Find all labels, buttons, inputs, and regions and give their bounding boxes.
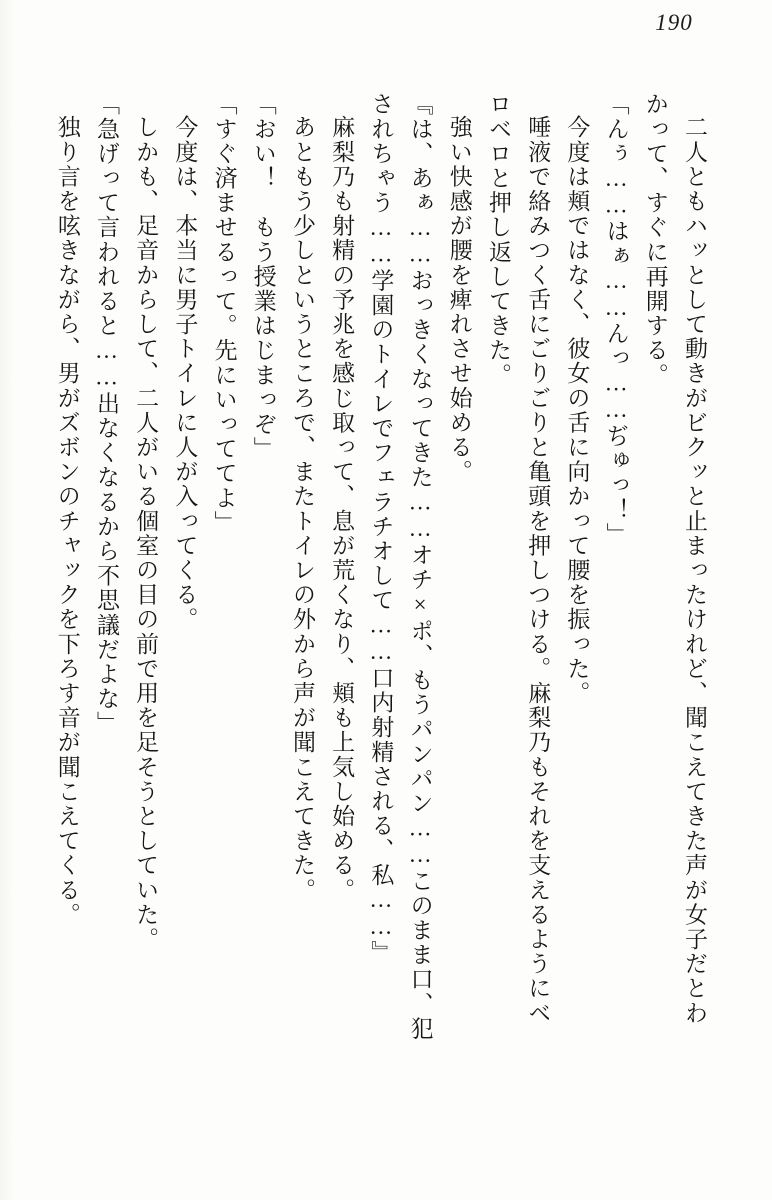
paragraph: しかも、足音からして、二人がいる個室の目の前で用を足そうとしていた。 (133, 115, 159, 952)
paragraph: 二人ともハッとして動きがビクッと止まったけれど、聞こえてきた声が女子だとわかって、すぐに再開する。 (642, 92, 707, 1026)
paragraph: あともう少しというところで、またトイレの外から声が聞こえてきた。 (289, 115, 315, 903)
paragraph: 今度は、本当に男子トイレに人が入ってくる。 (172, 115, 198, 632)
paragraph: 唾液で絡みつく舌にごりごりと亀頭を押しつける。麻梨乃もそれを支えるようにベロベロと押し返してきた。 (485, 92, 551, 1026)
text-block (46, 92, 714, 1044)
paragraph-dialogue: 「急げって言われると……出なくなるから不思議だよな」 (93, 92, 119, 736)
paragraph-dialogue: 「んぅ……はぁ……んっ……ぢゅっ！」 (603, 92, 629, 547)
paragraph-dialogue: 「すぐ済ませるって。先にいっててよ」 (211, 92, 237, 535)
paragraph: 独り言を呟きながら、男がズボンのチャックを下ろす音が聞こえてくる。 (54, 115, 80, 927)
paragraph: 強い快感が腰を痺れさせ始める。 (446, 115, 472, 484)
paragraph: 麻梨乃も射精の予兆を感じ取って、息が荒くなり、頬も上気し始める。 (329, 115, 355, 903)
paragraph: 今度は頬ではなく、彼女の舌に向かって腰を振った。 (564, 115, 590, 706)
paragraph-monologue: 『は、あぁ……おっきくなってきた……オチ×ポ、もうパンパン……このまま口、犯されちゃう……学園のトイレでフェラチオして……口内射精される、私……』 (368, 92, 433, 1041)
page-number: 190 (655, 10, 693, 35)
paragraph-dialogue: 「おい！ もう授業はじまっぞ」 (250, 92, 276, 461)
